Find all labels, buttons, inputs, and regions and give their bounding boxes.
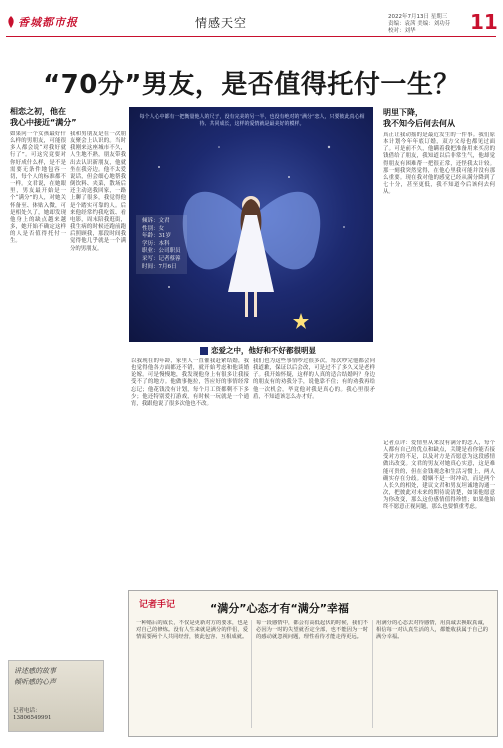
- subhead-right-line2: 我不知今后何去何从: [383, 119, 455, 128]
- date-block: [388, 14, 450, 35]
- logo-icon: [6, 16, 16, 28]
- side-caption-line2: 倾听感的心声: [14, 678, 56, 686]
- editor-line: 责编：袁茜 美编：刘功芬: [388, 21, 451, 27]
- banner-marker-icon: [200, 347, 208, 355]
- subhead-right: [383, 107, 495, 129]
- subhead-left-line1: 相恋之初，他在: [10, 107, 66, 116]
- subhead-left-line2: 我心中接近“满分”: [10, 118, 77, 127]
- header-rule: [6, 36, 496, 37]
- info-line: 采写：记者蔡蓉: [142, 255, 181, 262]
- section-banner: [200, 345, 316, 356]
- logo-text: 香城都市报: [18, 16, 78, 29]
- interview-info-box: [136, 215, 187, 274]
- subhead-left: [10, 106, 122, 128]
- proof-line: 校对：刘华: [388, 28, 416, 34]
- info-line: 职业：公司职员: [142, 248, 181, 255]
- page-header: [0, 0, 503, 42]
- info-line: 学历：本科: [142, 240, 170, 247]
- editorial-column-a: 一种婚后的成长，不仅是更新对方的要求，也是对自己的修炼。没有人生来就是满分的伴侣，爱情需要两个人共同经营，彼此包容、互相成就。: [136, 620, 248, 640]
- subhead-right-line1: 明里下降，: [383, 108, 423, 117]
- column-divider: [372, 620, 373, 728]
- newspaper-logo: [6, 14, 78, 30]
- editorial-title: “满分”心态才有“满分”幸福: [210, 602, 349, 615]
- main-headline: “70分”男友，是否值得托付一生？: [43, 70, 460, 100]
- text-column-1: 如果问一个女孩最好什么样的男朋友，可能很多人都会说“对我好就行了”。可这究竟要对你好成什么样，是不是需要无条件地包容一切，每个人的标准都不一样。文君说，在她眼里，男友最开始是一个“满分”的人，对她关怀备至、体贴入微，可是相处久了，她却发现他身上的缺点越来越多，她开始不确定这样的人是否值得托付一生。: [10, 131, 66, 245]
- reporter-label: 记者电话：: [13, 708, 41, 714]
- photo-caption: 每个人心中都有一把衡量他人的尺子，没有完美的另一半，也没有绝对的“满分”恋人，只要彼此真心相待、共同成长，这样的爱情就是最美好的模样。: [139, 114, 365, 127]
- date-line: 2022年7月13日 星期三: [388, 14, 448, 20]
- text-column-4: 我们也为这些事情吵过很多次，每次吵完他都会向我道歉，保证以后会改，可是过不了多久又是老样子。我开始怀疑，这样的人真的适合结婚吗？身边的朋友有的劝我分手，说他靠不住；有的劝我再给他一次机会，毕竟他对我是真心的。我心里很矛盾，不知道该怎么办才好。: [253, 358, 375, 400]
- info-line: 时间：7月6日: [142, 263, 177, 270]
- side-image-caption: [14, 666, 56, 688]
- reporter-contact: [13, 708, 52, 722]
- reporter-phone: 13806549991: [13, 715, 52, 721]
- info-line: 年龄：31岁: [142, 233, 171, 240]
- text-column-5: 真正让我动摇的是最近发生的一件事。我们原本计划今年年底订婚，双方父母也都见过面了。可是前不久，他瞒着我把准备用来买房的钱借给了朋友，我知道以后非常生气，他却觉得朋友有困难帮一把很正常，还怪我太计较。那一刻我突然觉得，在他心里我可能并没有那么重要。现在我对他的感觉已经从满分降到了七十分，甚至更低，我不知道今后该何去何从。: [383, 132, 495, 196]
- info-line: 倾诉：文君: [142, 218, 170, 224]
- section-title: 情感天空: [195, 16, 248, 30]
- editorial-column-b: 每一段感情中，都会有高低起伏的时候，我们不必因为一时的失望就否定全部，也不能因为一时的感动就忽视问题，理性看待才能走得更远。: [256, 620, 368, 640]
- page-number: 11: [470, 10, 498, 34]
- column-divider: [251, 620, 252, 728]
- text-column-3: 以我现在的年龄，家里人一直催我赶紧结婚，我也觉得他各方面都还不错，就开始考虑和他谈婚论嫁。可是慢慢地，我发现他身上有很多让我接受不了的地方。他做事拖拉，答应好的事情经常忘记；他花钱没有计划，每个月工资都剩不下多少；他还特别爱打游戏，有时候一玩就是一个通宵，我跟他说了很多次他也不改。: [131, 358, 249, 407]
- banner-text: 恋爱之中，他好和不好都很明显: [211, 346, 316, 355]
- side-caption-line1: 讲述感的故事: [14, 667, 56, 675]
- editorial-column-c: 用满分的心态去对待感情，用真诚去换取真诚，相信每一对认真生活的人，都能收获属于自己的满分幸福。: [376, 620, 488, 640]
- info-line: 性别：女: [142, 225, 165, 232]
- editor-tag: 记者手记: [139, 600, 176, 610]
- text-column-6: 记者点评：爱情里从来没有满分的恋人，每个人都有自己的优点和缺点，关键是看你能否接受对方的不足，以及对方是否愿意为这段感情做出改变。文君的男友对她真心实意，这是难能可贵的，但在金钱观念和生活习惯上，两人确实存在分歧。婚姻不是一时冲动，而是两个人长久的相处，建议文君和男友坦诚地沟通一次，把彼此对未来的期待说清楚，如果他愿意为你改变，那么这份感情值得珍惜；如果他始终不愿意正视问题，那么也要慎重考虑。: [383, 440, 495, 511]
- text-column-2: 我和男朋友是在一次朋友聚会上认识的。当时我刚来这座城市不久，人生地不熟，朋友带我出去认识新朋友，他就坐在我旁边。他不太爱说话，但会细心地帮我倒饮料、夹菜，散场后还主动送我回家，一路上聊了很多，我觉得他是个踏实可靠的人。后来他经常约我吃饭、看电影，周末陪我逛街，我生病的时候还跑前跑后照顾我，那段时间我觉得他几乎就是一个满分的男朋友。: [70, 131, 126, 252]
